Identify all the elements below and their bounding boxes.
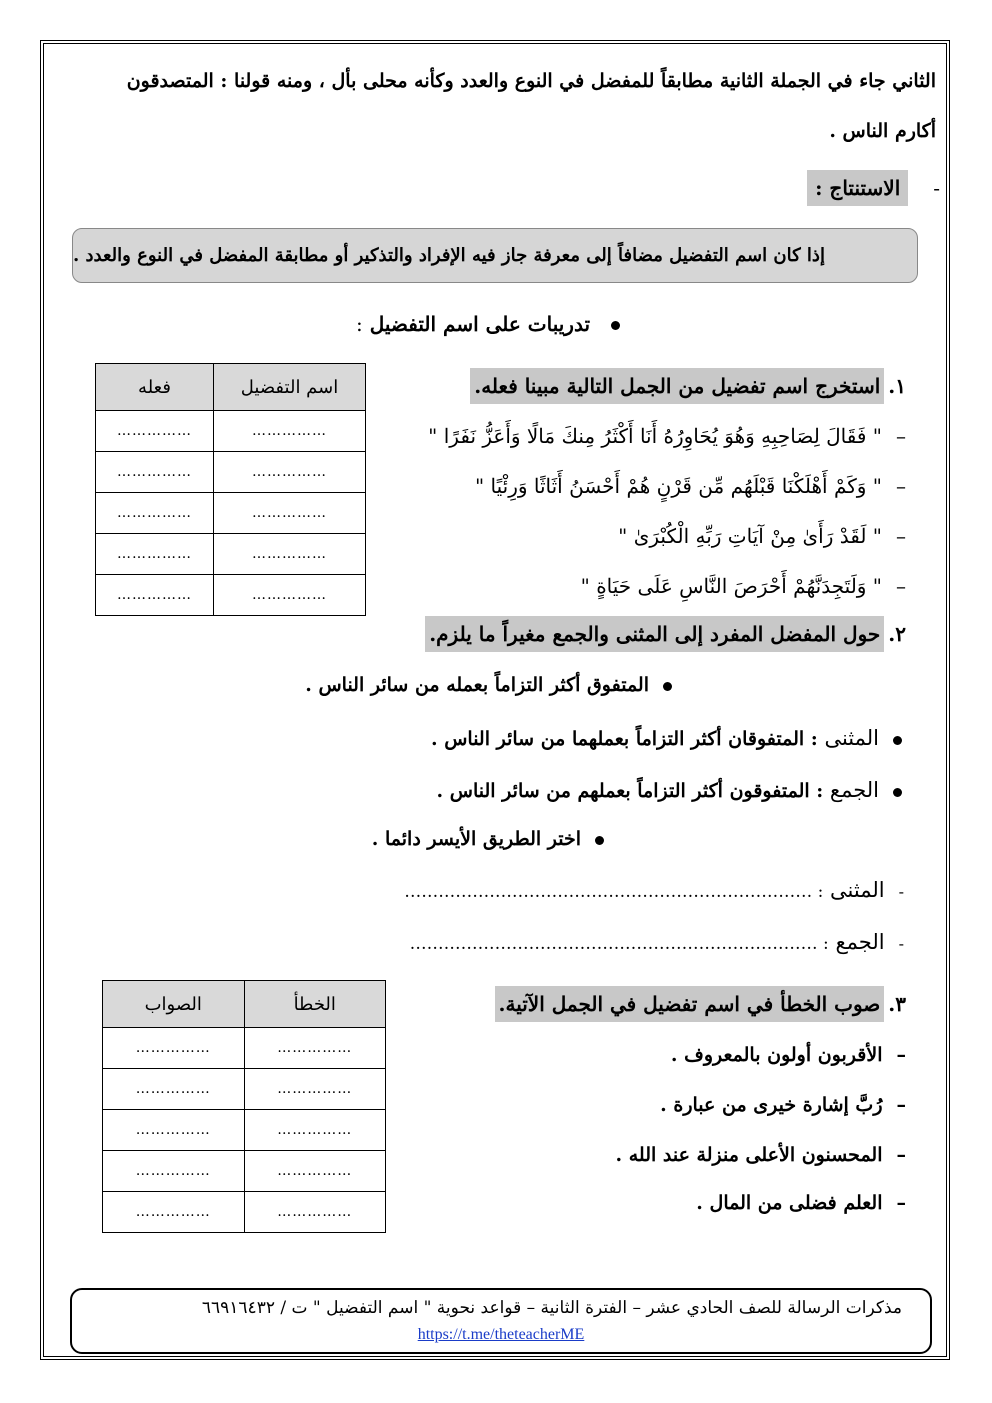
ex2-number: ٢. bbox=[888, 622, 906, 646]
ex1-sentence-1: –" فَقَالَ لِصَاحِبِهِ وَهُوَ يُحَاوِرُهُ أَنَا أَكْثَرُ مِنكَ مَالًا وَأَعَزُّ نَفَرًا " bbox=[428, 424, 906, 448]
ex2-plural: الجمع : المتفوقون أكثر التزاماً بعملهم من سائر الناس . bbox=[437, 778, 902, 802]
ex2-plural-answer[interactable]: -الجمع : ……………………………………………………………… bbox=[409, 930, 904, 954]
answer-cell[interactable]: …………… bbox=[214, 493, 366, 534]
ex3-sentence-3: –المحسنون الأعلى منزلة عند الله . bbox=[615, 1144, 906, 1166]
ex1-title bbox=[470, 374, 906, 398]
ex3-sentence-1: –الأقربون أولون بالمعروف . bbox=[670, 1044, 906, 1066]
ex1-number: ١. bbox=[888, 374, 906, 398]
ex2-title bbox=[425, 622, 906, 646]
conclusion-label: الاستنتاج : bbox=[807, 170, 908, 206]
ex1-sentence-2: –" وَكَمْ أَهْلَكْنَا قَبْلَهُم مِّن قَرْنٍ هُمْ أَحْسَنُ أَثَاثًا وَرِئْيًا " bbox=[474, 474, 906, 498]
footer-link[interactable]: https://t.me/theteacherME bbox=[417, 1326, 585, 1343]
answer-cell[interactable]: …………… bbox=[214, 411, 366, 452]
bullet-icon bbox=[893, 788, 902, 797]
conclusion-dash: - bbox=[933, 176, 940, 200]
answer-cell[interactable]: …………… bbox=[244, 1110, 386, 1151]
ex1-header-superlative: اسم التفضيل bbox=[214, 364, 366, 411]
ex3-header-correct: الصواب bbox=[103, 981, 245, 1028]
answer-cell[interactable]: …………… bbox=[103, 1192, 245, 1233]
footer-box bbox=[70, 1288, 932, 1354]
answer-cell[interactable]: …………… bbox=[214, 575, 366, 616]
ex2-dual: المثنى : المتفوقان أكثر التزاماً بعملهما من سائر الناس . bbox=[431, 726, 902, 750]
answer-cell[interactable]: …………… bbox=[103, 1069, 245, 1110]
ex1-sentence-4: –" وَلَتَجِدَنَّهُمْ أَحْرَصَ النَّاسِ عَلَى حَيَاةٍ " bbox=[580, 574, 906, 598]
answer-cell[interactable]: …………… bbox=[96, 493, 214, 534]
bullet-icon bbox=[893, 736, 902, 745]
bullet-icon bbox=[611, 321, 620, 330]
ex3-header-error: الخطأ bbox=[244, 981, 386, 1028]
footer-text: مذكرات الرسالة للصف الحادي عشر – الفترة الثانية – قواعد نحوية " اسم التفضيل " ت / ٦٦٩١٦٤٣٢ bbox=[201, 1298, 902, 1318]
ex1-answer-table bbox=[95, 363, 366, 616]
answer-cell[interactable]: …………… bbox=[214, 452, 366, 493]
intro-line-2: أكارم الناس . bbox=[829, 120, 936, 142]
ex3-answer-table bbox=[102, 980, 386, 1233]
bullet-icon bbox=[595, 836, 604, 845]
conclusion-box bbox=[72, 228, 918, 283]
ex1-header-verb: فعله bbox=[96, 364, 214, 411]
conclusion-text: إذا كان اسم التفضيل مضافاً إلى معرفة جاز فيه الإفراد والتذكير أو مطابقة المفضل في النوع والعدد . bbox=[73, 245, 825, 266]
answer-cell[interactable]: …………… bbox=[103, 1110, 245, 1151]
answer-cell[interactable]: …………… bbox=[96, 452, 214, 493]
answer-cell[interactable]: …………… bbox=[244, 1151, 386, 1192]
ex3-number: ٣. bbox=[888, 992, 906, 1016]
answer-cell[interactable]: …………… bbox=[244, 1192, 386, 1233]
ex2-example: المتفوق أكثر التزاماً بعمله من سائر الناس . bbox=[305, 674, 672, 696]
ex1-sentence-3: –" لَقَدْ رَأَىٰ مِنْ آيَاتِ رَبِّهِ الْكُبْرَىٰ " bbox=[618, 524, 906, 548]
intro-line-1: الثاني جاء في الجملة الثانية مطابقاً للمفضل في النوع والعدد وكأنه محلى بأل ، ومنه قولنا : المتصدقون bbox=[126, 70, 936, 92]
ex3-sentence-4: –العلم فضلى من المال . bbox=[696, 1192, 906, 1214]
answer-cell[interactable]: …………… bbox=[103, 1151, 245, 1192]
ex1-title-text: استخرج اسم تفضيل من الجمل التالية مبينا فعله. bbox=[470, 368, 884, 404]
ex2-title-text: حول المفضل المفرد إلى المثنى والجمع مغيراً ما يلزم. bbox=[425, 616, 884, 652]
bullet-icon bbox=[663, 682, 672, 691]
exercises-heading: تدريبات على اسم التفضيل : bbox=[356, 312, 620, 336]
answer-cell[interactable]: …………… bbox=[96, 534, 214, 575]
answer-cell[interactable]: …………… bbox=[96, 411, 214, 452]
ex3-title bbox=[495, 992, 906, 1016]
conclusion-heading bbox=[807, 176, 940, 200]
ex3-title-text: صوب الخطأ في اسم تفضيل في الجمل الآتية. bbox=[495, 986, 885, 1022]
answer-cell[interactable]: …………… bbox=[214, 534, 366, 575]
ex2-task: اختر الطريق الأيسر دائما . bbox=[372, 828, 604, 850]
answer-cell[interactable]: …………… bbox=[244, 1069, 386, 1110]
ex3-sentence-2: –رُبَّ إشارة خيرى من عبارة . bbox=[660, 1094, 906, 1116]
answer-cell[interactable]: …………… bbox=[96, 575, 214, 616]
ex2-dual-answer[interactable]: -المثنى : ……………………………………………………………… bbox=[404, 878, 904, 902]
answer-cell[interactable]: …………… bbox=[244, 1028, 386, 1069]
answer-cell[interactable]: …………… bbox=[103, 1028, 245, 1069]
